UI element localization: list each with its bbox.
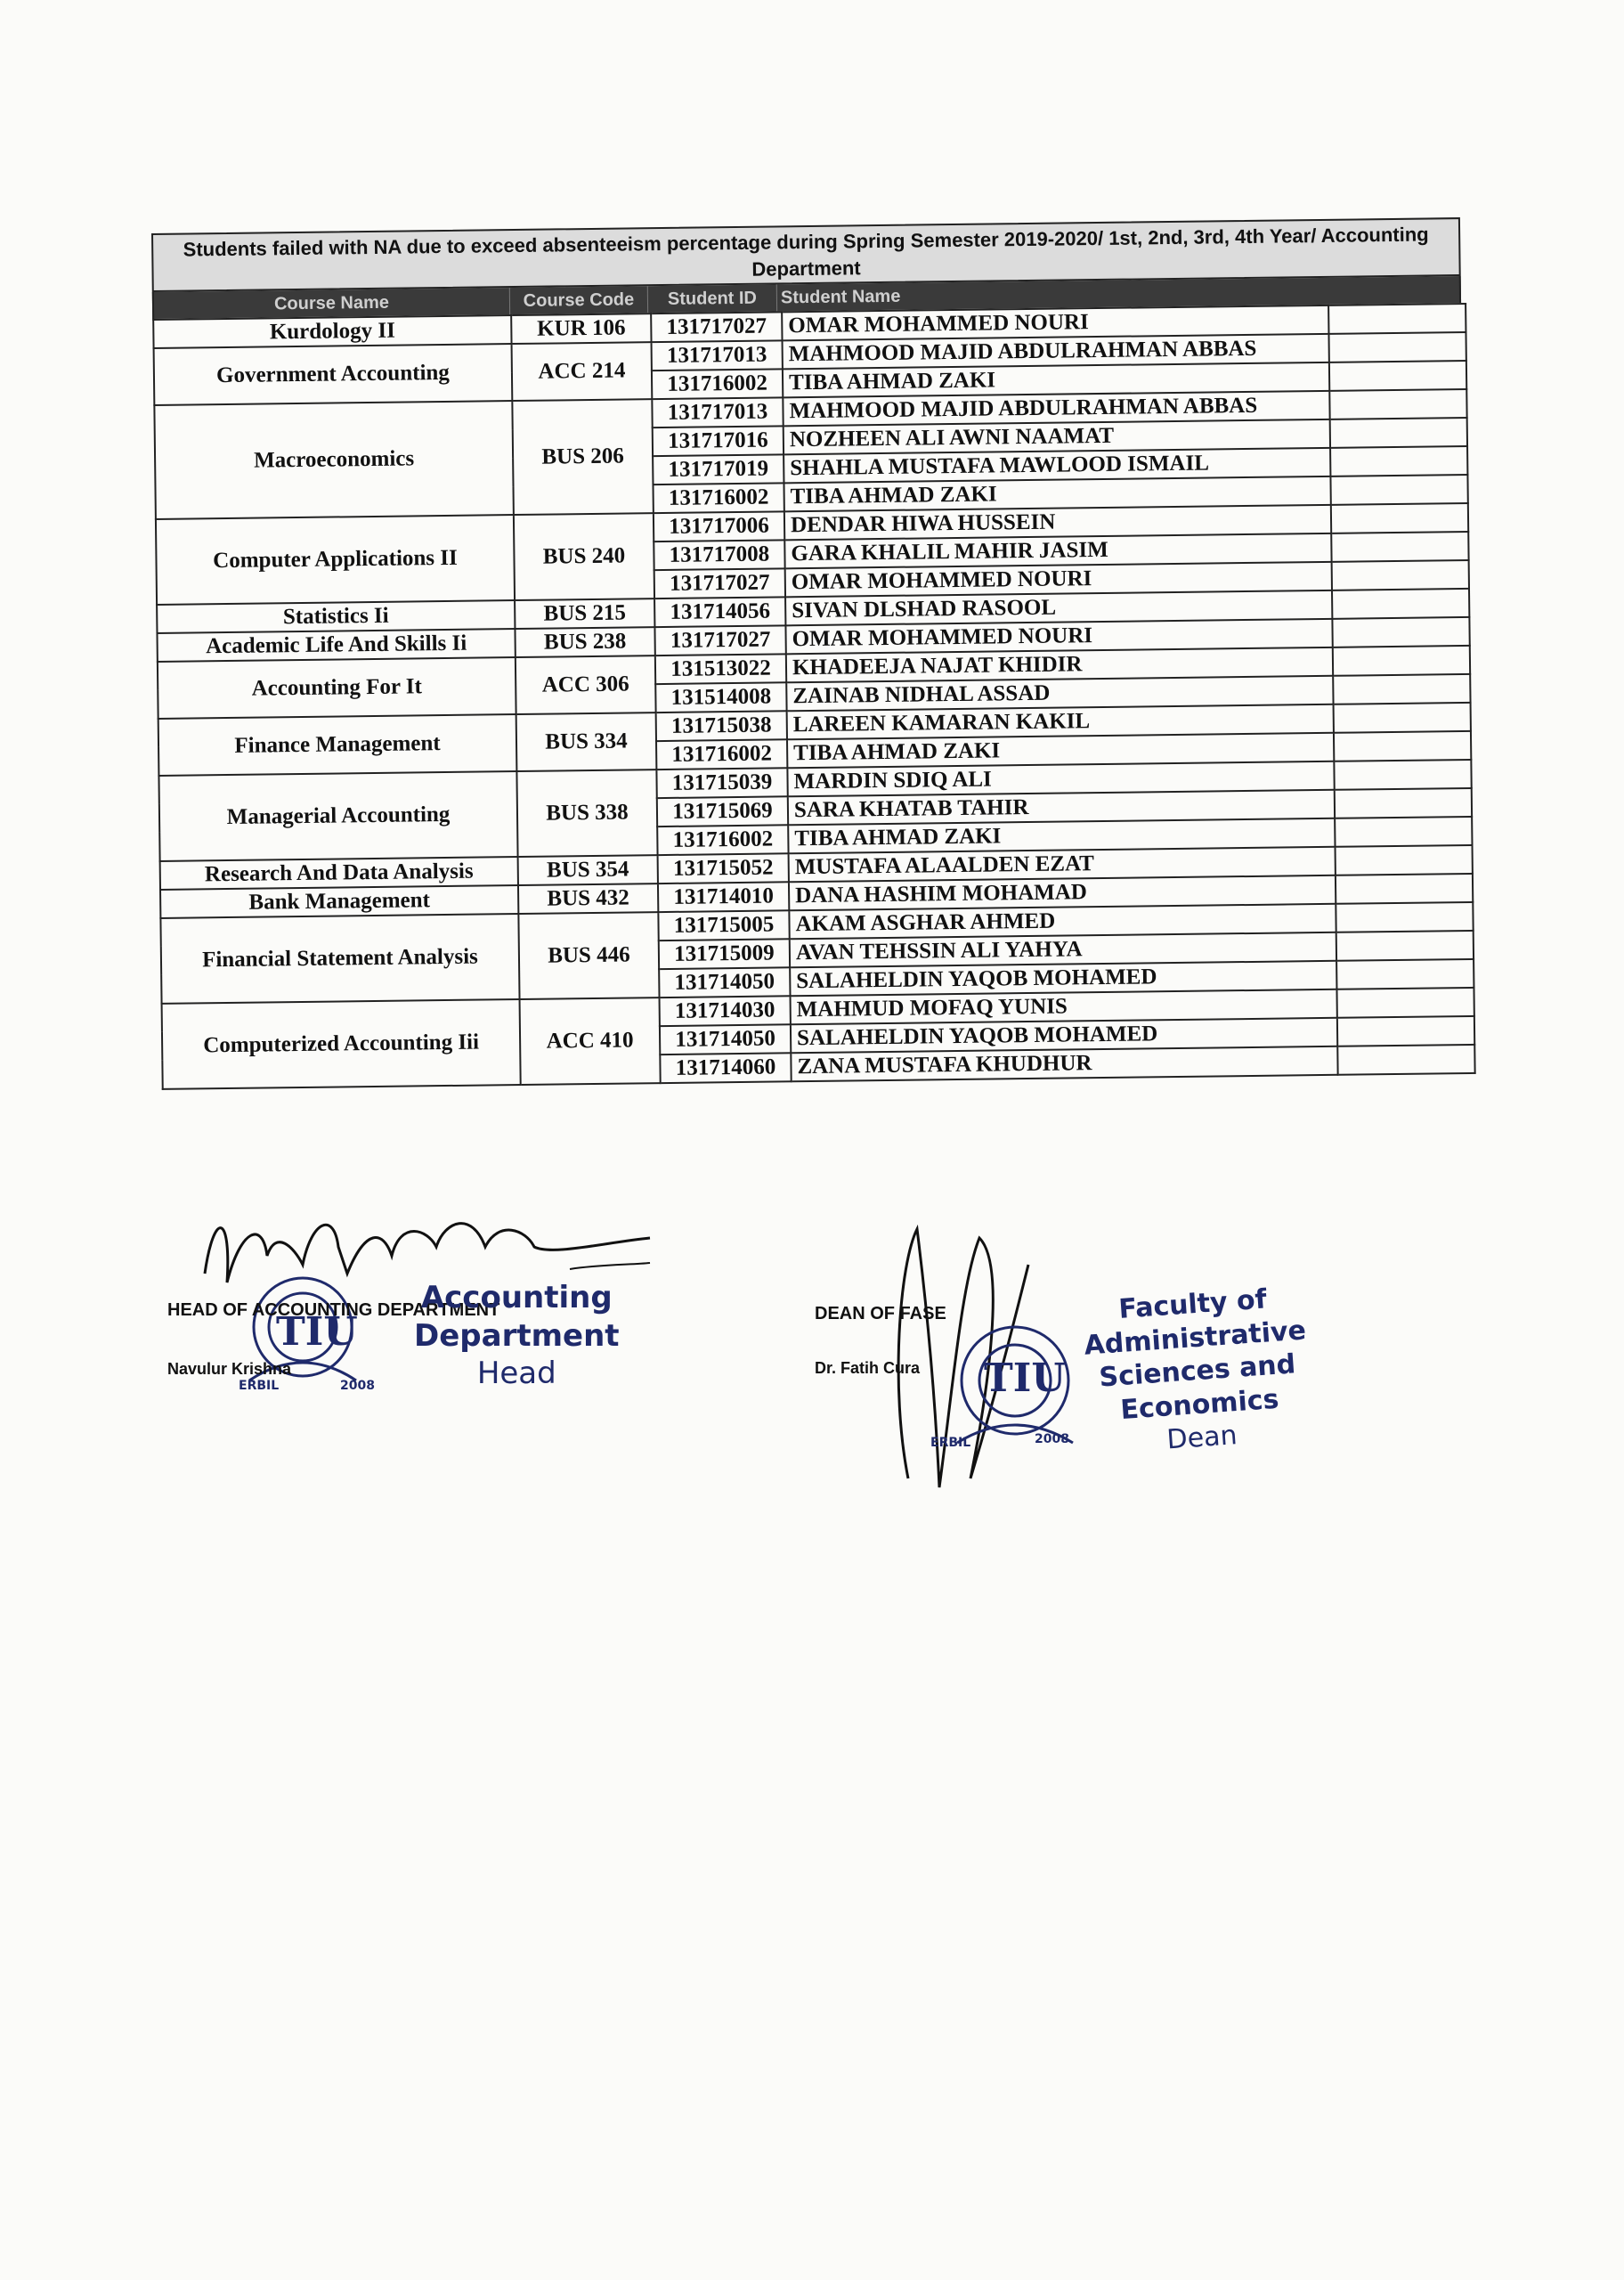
empty-remarks-cell	[1329, 389, 1466, 419]
failed-students-table	[152, 303, 1475, 1090]
student-name-cell: SIVAN DLSHAD RASOOL	[785, 590, 1332, 625]
student-name-cell: OMAR MOHAMMED NOURI	[785, 562, 1332, 597]
student-name-cell: MAHMOOD MAJID ABDULRAHMAN ABBAS	[783, 334, 1329, 369]
student-id-cell: 131717006	[654, 511, 784, 542]
student-name-cell: MAHMUD MOFAQ YUNIS	[791, 989, 1337, 1024]
column-header-student-name: Student Name	[780, 286, 901, 308]
head-name-label: Navulur Krishna	[167, 1360, 292, 1378]
student-name-cell: OMAR MOHAMMED NOURI	[782, 305, 1328, 340]
student-id-cell: 131717019	[653, 454, 784, 484]
student-id-cell: 131715038	[656, 711, 787, 741]
column-header-student-id: Student ID	[648, 284, 777, 313]
student-id-cell: 131513022	[655, 654, 786, 684]
student-id-cell: 131717013	[652, 397, 783, 428]
course-name-cell: Bank Management	[160, 885, 518, 918]
student-id-cell: 131716002	[652, 369, 783, 399]
empty-remarks-cell	[1334, 760, 1471, 790]
empty-remarks-cell	[1335, 788, 1472, 818]
stamp-line-2: Department	[414, 1317, 620, 1354]
student-id-cell: 131514008	[655, 682, 786, 712]
student-name-cell: ZANA MUSTAFA KHUDHUR	[791, 1046, 1337, 1081]
empty-remarks-cell	[1333, 674, 1470, 704]
empty-remarks-cell	[1335, 817, 1472, 847]
student-id-cell: 131716002	[657, 825, 788, 855]
seal-city-left: ERBIL	[239, 1379, 280, 1393]
course-code-cell: BUS 354	[518, 855, 658, 885]
student-name-cell: KHADEEJA NAJAT KHIDIR	[786, 647, 1333, 682]
course-code-cell: BUS 215	[515, 598, 654, 629]
empty-remarks-cell	[1334, 703, 1471, 733]
empty-remarks-cell	[1331, 532, 1468, 562]
stamp-line-5: Dean	[1165, 1420, 1238, 1456]
student-name-cell: TIBA AHMAD ZAKI	[788, 818, 1335, 853]
column-header-course-name: Course Name	[154, 288, 510, 319]
dean-signature-block	[801, 1211, 1353, 1532]
student-id-cell: 131716002	[656, 739, 787, 770]
head-role-label: HEAD OF ACCOUNTING DEPARTMENT	[167, 1300, 500, 1320]
course-name-cell: Managerial Accounting	[158, 771, 517, 861]
empty-remarks-cell	[1336, 988, 1474, 1018]
student-name-cell: TIBA AHMAD ZAKI	[787, 733, 1334, 768]
student-name-cell: SHAHLA MUSTAFA MAWLOOD ISMAIL	[784, 448, 1330, 483]
student-id-cell: 131717008	[654, 540, 784, 570]
stamp-line-1: Accounting	[420, 1280, 613, 1315]
course-code-cell: BUS 240	[514, 513, 654, 600]
course-name-cell: Kurdology II	[153, 315, 511, 348]
student-name-cell: TIBA AHMAD ZAKI	[783, 362, 1329, 397]
empty-remarks-cell	[1330, 475, 1467, 505]
stamp-line-2: Administrative	[1083, 1314, 1307, 1362]
empty-remarks-cell	[1336, 931, 1474, 961]
seal-city-right: ERBIL	[930, 1436, 971, 1450]
student-name-cell: MAHMOOD MAJID ABDULRAHMAN ABBAS	[783, 391, 1329, 426]
student-name-cell: OMAR MOHAMMED NOURI	[785, 619, 1332, 654]
empty-remarks-cell	[1330, 418, 1467, 448]
course-name-cell: Financial Statement Analysis	[160, 914, 519, 1004]
empty-remarks-cell	[1337, 1045, 1474, 1075]
course-name-cell: Statistics Ii	[157, 600, 515, 633]
empty-remarks-cell	[1328, 332, 1466, 362]
student-id-cell: 131714010	[658, 882, 789, 912]
course-code-cell: BUS 206	[512, 399, 654, 515]
course-code-cell: BUS 446	[518, 912, 659, 999]
stamp-line-3: Sciences and	[1098, 1348, 1297, 1394]
student-name-cell: GARA KHALIL MAHIR JASIM	[784, 533, 1331, 568]
student-id-cell: 131714056	[654, 597, 785, 627]
student-id-cell: 131714050	[660, 1024, 791, 1054]
seal-mark-right: TIU	[984, 1356, 1066, 1401]
student-name-cell: SALAHELDIN YAQOB MOHAMED	[790, 961, 1336, 996]
student-id-cell: 131715039	[656, 768, 787, 798]
empty-remarks-cell	[1334, 731, 1471, 761]
dean-name-label: Dr. Fatih Cura	[815, 1359, 921, 1377]
student-name-cell: DANA HASHIM MOHAMAD	[789, 875, 1336, 910]
student-id-cell: 131717027	[654, 568, 785, 598]
accounting-dept-stamp	[414, 1279, 620, 1393]
empty-remarks-cell	[1328, 304, 1466, 334]
course-code-cell: ACC 306	[516, 656, 656, 714]
student-name-cell: ZAINAB NIDHAL ASSAD	[786, 676, 1333, 711]
course-code-cell: BUS 334	[516, 712, 657, 771]
student-id-cell: 131714050	[659, 967, 790, 998]
student-id-cell: 131717027	[651, 312, 782, 342]
stamp-line-4: Economics	[1119, 1383, 1280, 1426]
course-name-cell: Computer Applications II	[156, 515, 515, 605]
course-name-cell: Finance Management	[158, 714, 517, 776]
student-id-cell: 131715005	[658, 910, 789, 940]
empty-remarks-cell	[1332, 617, 1469, 647]
student-id-cell: 131716002	[653, 483, 784, 513]
empty-remarks-cell	[1337, 1016, 1474, 1046]
student-name-cell: AVAN TEHSSIN ALI YAHYA	[790, 932, 1336, 967]
empty-remarks-cell	[1332, 560, 1469, 590]
empty-remarks-cell	[1329, 361, 1466, 391]
empty-remarks-cell	[1333, 646, 1470, 676]
student-id-cell: 131717016	[653, 426, 784, 456]
course-code-cell: KUR 106	[511, 314, 651, 344]
empty-remarks-cell	[1331, 503, 1468, 533]
empty-remarks-cell	[1336, 874, 1473, 904]
head-signature-block	[160, 1193, 694, 1461]
student-name-cell: DENDAR HIWA HUSSEIN	[784, 505, 1331, 540]
course-code-cell: ACC 214	[512, 342, 653, 401]
student-name-cell: LAREEN KAMARAN KAKIL	[787, 704, 1334, 739]
seal-year-left: 2008	[340, 1379, 375, 1393]
course-name-cell: Academic Life And Skills Ii	[157, 629, 515, 662]
empty-remarks-cell	[1336, 845, 1473, 875]
course-code-cell: BUS 432	[518, 884, 658, 914]
student-id-cell: 131714030	[660, 996, 791, 1026]
absence-report-sheet	[151, 217, 1471, 1090]
student-name-cell: NOZHEEN ALI AWNI NAAMAT	[784, 419, 1330, 454]
student-name-cell: MARDIN SDIQ ALI	[787, 761, 1334, 796]
empty-remarks-cell	[1336, 959, 1474, 989]
empty-remarks-cell	[1330, 446, 1467, 476]
seal-mark-left: TIU	[276, 1309, 358, 1355]
stamp-line-1: Faculty of	[1117, 1283, 1268, 1325]
student-id-cell: 131714060	[660, 1053, 791, 1083]
course-name-cell: Macroeconomics	[154, 401, 514, 519]
dean-role-label: DEAN OF FASE	[815, 1304, 946, 1323]
student-id-cell: 131715069	[657, 796, 788, 826]
empty-remarks-cell	[1332, 589, 1469, 619]
student-id-cell: 131717013	[652, 340, 783, 370]
faculty-dean-stamp	[1081, 1281, 1314, 1462]
student-name-cell: TIBA AHMAD ZAKI	[784, 476, 1330, 511]
student-name-cell: SARA KHATAB TAHIR	[788, 790, 1335, 825]
course-name-cell: Research And Data Analysis	[160, 857, 518, 890]
student-name-cell: SALAHELDIN YAQOB MOHAMED	[791, 1018, 1337, 1053]
column-header-course-code: Course Code	[510, 286, 648, 314]
student-name-cell: AKAM ASGHAR AHMED	[789, 904, 1336, 939]
course-name-cell: Government Accounting	[154, 344, 513, 405]
report-title: Students failed with NA due to exceed absenteeism percentage during Spring Semester 2019-2020/ 1st, 2nd, 3rd, 4th Year/ Accounting Department	[151, 217, 1461, 292]
student-id-cell: 131715009	[659, 939, 790, 969]
course-name-cell: Computerized Accounting Iii	[162, 999, 521, 1089]
course-name-cell: Accounting For It	[158, 657, 516, 719]
student-id-cell: 131717027	[654, 625, 785, 656]
empty-remarks-cell	[1336, 902, 1473, 932]
stamp-line-3: Head	[476, 1356, 556, 1391]
seal-year-right: 2008	[1035, 1432, 1069, 1446]
student-id-cell: 131715052	[658, 853, 789, 884]
course-code-cell: ACC 410	[520, 998, 661, 1085]
course-code-cell: BUS 338	[516, 770, 657, 857]
course-code-cell: BUS 238	[515, 627, 654, 657]
student-name-cell: MUSTAFA ALAALDEN EZAT	[789, 847, 1336, 882]
